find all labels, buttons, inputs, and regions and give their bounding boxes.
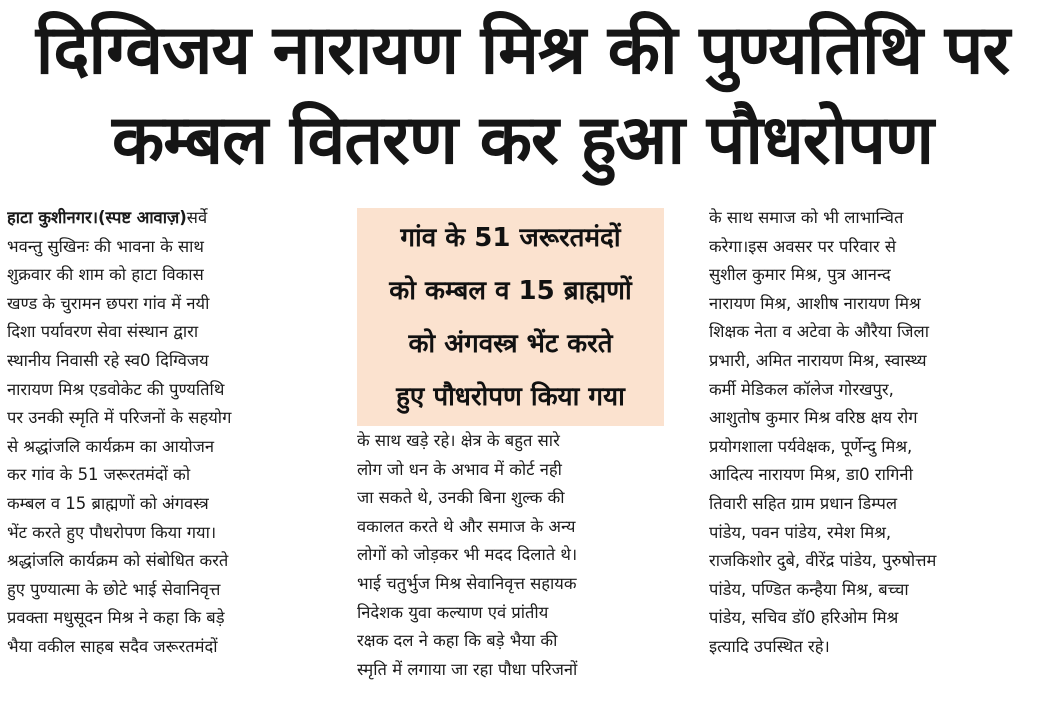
body-line: से श्रद्धांजलि कार्यक्रम का आयोजन — [7, 436, 215, 456]
body-line: आशुतोष कुमार मिश्र वरिष्ठ क्षय रोग — [709, 408, 918, 428]
body-line: पांडेय, सचिव डॉ0 हरिओम मिश्र — [709, 608, 899, 628]
headline — [0, 6, 1045, 186]
body-line: तिवारी सहित ग्राम प्रधान डिम्पल — [709, 493, 898, 513]
body-line: श्रद्धांजलि कार्यक्रम को संबोधित करते — [7, 551, 229, 571]
body-line: शिक्षक नेता व अटेवा के औरैया जिला — [709, 322, 929, 342]
pull-quote-line: को कम्बल व 15 ब्राह्मणों — [389, 276, 632, 306]
headline-line-2: कम्बल वितरण कर हुआ पौधरोपण — [111, 101, 934, 180]
body-line: करेगा।इस अवसर पर परिवार से — [709, 236, 897, 256]
body-line: दिशा पर्यावरण सेवा संस्थान द्वारा — [7, 322, 199, 342]
body-line: पांडेय, पण्डित कन्हैया मिश्र, बच्चा — [709, 579, 909, 599]
body-line: भवन्तु सुखिनः की भावना के साथ — [7, 236, 204, 256]
dateline: हाटा कुशीनगर।(स्पष्ट आवाज़) — [7, 208, 187, 227]
body-line: राजकिशोर दुबे, वीरेंद्र पांडेय, पुरुषोत्तम — [709, 551, 937, 571]
body-line: भेंट करते हुए पौधरोपण किया गया। — [7, 522, 217, 542]
body-line: रक्षक दल ने कहा कि बड़े भैया की — [357, 631, 558, 651]
body-line: कम्बल व 15 ब्राह्मणों को अंगवस्त्र — [7, 493, 209, 513]
body-line: सुशील कुमार मिश्र, पुत्र आनन्द — [709, 265, 891, 285]
first-line-rest: सर्वे — [186, 208, 208, 227]
article-column-left — [7, 204, 329, 662]
body-line: भाई चतुर्भुज मिश्र सेवानिवृत्त सहायक — [357, 573, 577, 593]
body-line: निदेशक युवा कल्याण एवं प्रांतीय — [357, 602, 549, 622]
body-line: इत्यादि उपस्थित रहे। — [709, 636, 830, 656]
body-line: स्थानीय निवासी रहे स्व0 दिग्विजय — [7, 350, 209, 370]
body-line: वकालत करते थे और समाज के अन्य — [357, 516, 576, 536]
body-line: पांडेय, पवन पांडेय, रमेश मिश्र, — [709, 522, 892, 542]
article-column-right — [709, 204, 1030, 662]
pull-quote-line: को अंगवस्त्र भेंट करते — [408, 329, 613, 359]
body-line: प्रभारी, अमित नारायण मिश्र, स्वास्थ्य — [709, 350, 927, 370]
pull-quote-line: हुए पौधरोपण किया गया — [396, 382, 625, 412]
body-line: के साथ समाज को भी लाभान्वित — [709, 208, 904, 227]
body-line: कर गांव के 51 जरूरतमंदों को — [7, 465, 191, 485]
body-line: जा सकते थे, उनकी बिना शुल्क की — [357, 488, 565, 508]
body-line: पर उनकी स्मृति में परिजनों के सहयोग — [7, 408, 232, 428]
body-line: प्रवक्ता मधुसूदन मिश्र ने कहा कि बड़े — [7, 608, 225, 628]
body-line: खण्ड के चुरामन छपरा गांव में नयी — [7, 293, 210, 313]
first-line — [7, 204, 329, 233]
pull-quote-line: गांव के 51 जरूरतमंदों — [400, 223, 621, 253]
body-line: के साथ खड़े रहे। क्षेत्र के बहुत सारे — [357, 431, 560, 450]
body-line: लोग जो धन के अभाव में कोर्ट नही — [357, 459, 562, 479]
article-column-middle — [357, 427, 675, 684]
body-line: नारायण मिश्र एडवोकेट की पुण्यतिथि — [7, 379, 225, 399]
body-line: स्मृति में लगाया जा रहा पौधा परिजनों — [357, 659, 578, 679]
body-line: कर्मी मेडिकल कॉलेज गोरखपुर, — [709, 379, 894, 399]
body-line: प्रयोगशाला पर्यवेक्षक, पूर्णेन्दु मिश्र, — [709, 436, 913, 456]
body-line: आदित्य नारायण मिश्र, डा0 रागिनी — [709, 465, 913, 485]
body-line: हुए पुण्यात्मा के छोटे भाई सेवानिवृत्त — [7, 579, 221, 599]
body-line: भैया वकील साहब सदैव जरूरतमंदों — [7, 636, 218, 656]
pull-quote-box — [357, 208, 664, 426]
body-line: शुक्रवार की शाम को हाटा विकास — [7, 265, 204, 285]
body-line: लोगों को जोड़कर भी मदद दिलाते थे। — [357, 545, 578, 565]
headline-line-1: दिग्विजय नारायण मिश्र की पुण्यतिथि पर — [35, 11, 1010, 90]
body-line: नारायण मिश्र, आशीष नारायण मिश्र — [709, 293, 921, 313]
